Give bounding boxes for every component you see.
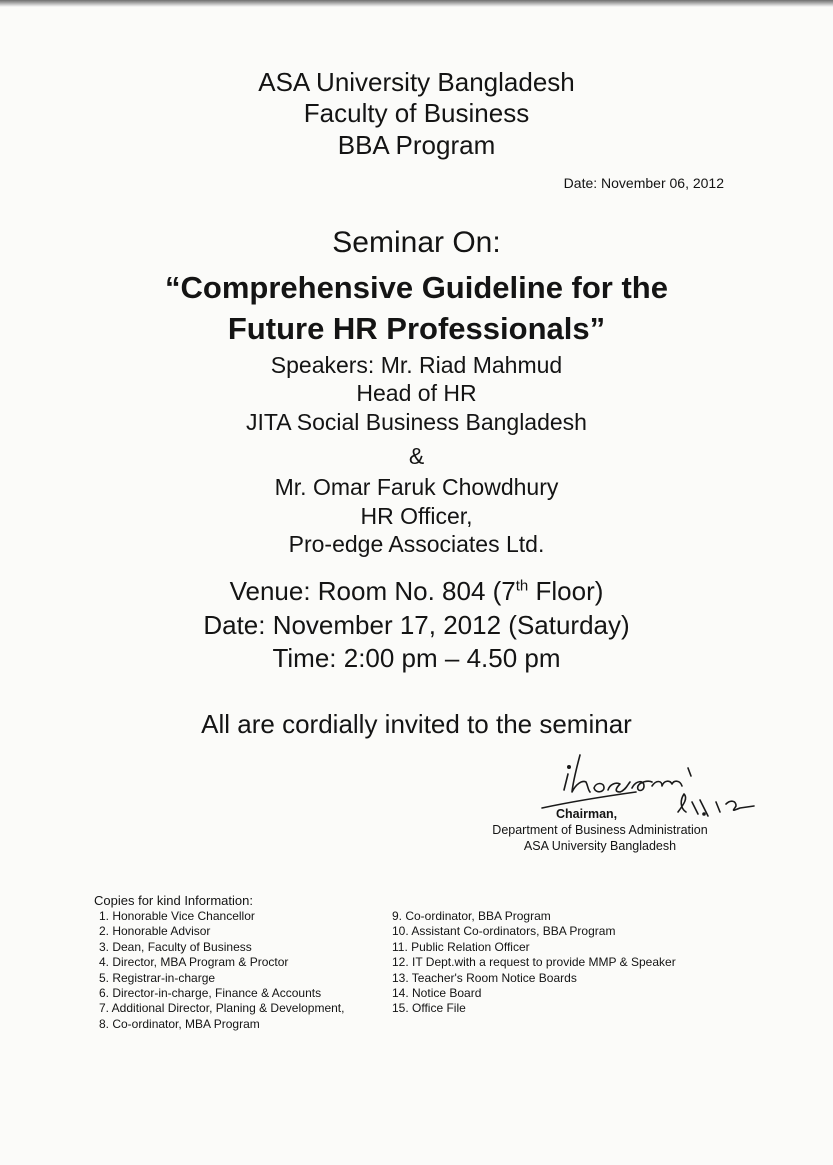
- issue-date: Date: November 06, 2012: [563, 175, 724, 191]
- seminar-label: Seminar On:: [332, 226, 501, 259]
- copies-item: 4. Director, MBA Program & Proctor: [99, 955, 289, 970]
- signatory-title: Chairman,: [556, 807, 618, 821]
- copies-list-right: [392, 909, 676, 1017]
- copies-item: 15. Office File: [392, 1001, 466, 1016]
- copies-item: 12. IT Dept.with a request to provide MMP & Speaker: [392, 955, 676, 970]
- copies-item: 11. Public Relation Officer: [392, 939, 530, 954]
- venue-floor-suffix: th: [515, 577, 529, 595]
- speaker-ampersand: &: [408, 443, 425, 469]
- venue-prefix: Venue: Room No. 804 (7: [229, 576, 516, 606]
- copies-heading: Copies for kind Information:: [94, 893, 253, 908]
- university-name: ASA University Bangladesh: [258, 67, 575, 97]
- seminar-title-line2: Future HR Professionals”: [227, 311, 606, 346]
- speaker2-name: Mr. Omar Faruk Chowdhury: [274, 474, 559, 500]
- copies-item: 5. Registrar-in-charge: [99, 970, 216, 985]
- signatory-department: Department of Business Administration: [492, 823, 708, 837]
- event-date: Date: November 17, 2012 (Saturday): [203, 610, 630, 640]
- copies-item: 10. Assistant Co-ordinators, BBA Program: [392, 924, 616, 939]
- copies-item: 7. Additional Director, Planing & Development,: [99, 1001, 345, 1016]
- scan-edge: [0, 0, 833, 7]
- copies-item: 1. Honorable Vice Chancellor: [99, 909, 255, 923]
- speaker1-org: JITA Social Business Bangladesh: [246, 409, 587, 435]
- copies-item: 13. Teacher's Room Notice Boards: [392, 970, 577, 985]
- speaker2-role: HR Officer,: [360, 503, 473, 529]
- invitation-text: All are cordially invited to the seminar: [201, 709, 632, 739]
- speaker1-role: Head of HR: [356, 380, 477, 406]
- signatory-university: ASA University Bangladesh: [523, 839, 677, 853]
- speaker1-name: Speakers: Mr. Riad Mahmud: [270, 352, 563, 378]
- speaker2-org: Pro-edge Associates Ltd.: [288, 531, 545, 557]
- copies-item: 6. Director-in-charge, Finance & Accounts: [99, 985, 322, 1000]
- copies-item: 8. Co-ordinator, MBA Program: [99, 1016, 260, 1031]
- faculty-name: Faculty of Business: [303, 98, 530, 128]
- copies-item: 2. Honorable Advisor: [99, 924, 211, 939]
- copies-item: 14. Notice Board: [392, 985, 482, 1000]
- seminar-title-line1: “Comprehensive Guideline for the: [165, 270, 668, 305]
- copies-list-left: [99, 909, 344, 1032]
- venue-suffix: Floor): [528, 576, 604, 606]
- program-name: BBA Program: [337, 130, 496, 160]
- event-time: Time: 2:00 pm – 4.50 pm: [272, 643, 561, 673]
- signature-block: [470, 806, 730, 854]
- copies-item: 3. Dean, Faculty of Business: [99, 939, 252, 954]
- copies-item: 9. Co-ordinator, BBA Program: [392, 909, 551, 923]
- venue-line: [0, 576, 833, 607]
